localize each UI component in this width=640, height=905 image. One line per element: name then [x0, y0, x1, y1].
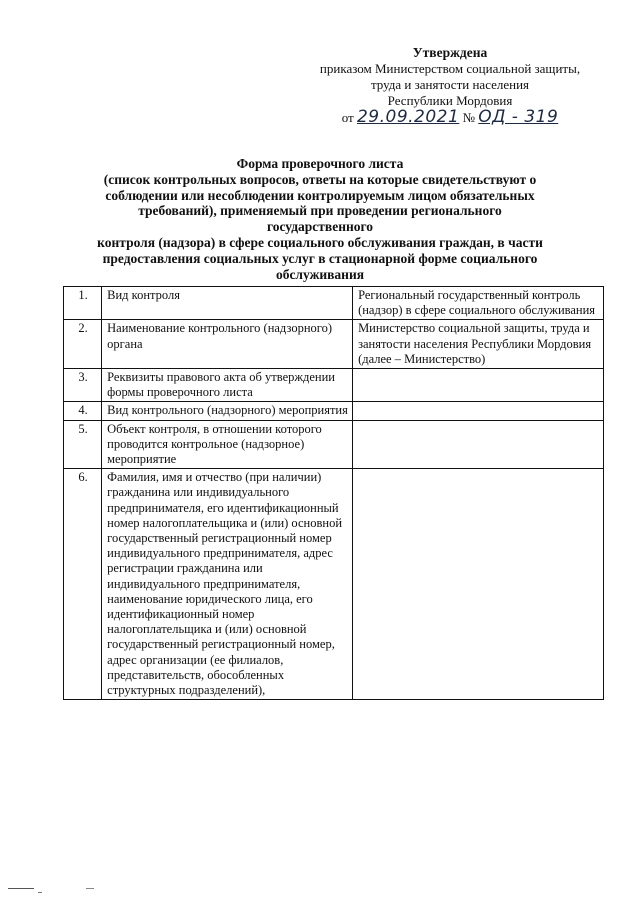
- approval-block: [300, 45, 600, 131]
- form-title-line-7: обслуживания: [275, 266, 365, 282]
- row-parameter: Фамилия, имя и отчество (при наличии) гражданина или индивидуального предпринимателя, его идентификационный номер налогоплательщика и (или) основной государственный регистрационный номер индивидуального предпринимателя, адрес регистрации гражданина или индивидуального предпринимателя, наименование юридического лица, его идентификационный номер налогоплательщика и (или) основной государственный регистрационный номер, адрес организации (ее филиалов, представительств, обособленных структурных подразделений),: [102, 469, 353, 700]
- row-value: [353, 469, 604, 700]
- row-number: 3.: [64, 369, 102, 402]
- form-title-line-3: соблюдении или несоблюдении контролируемым лицом обязательных: [105, 187, 535, 203]
- row-value: Министерство социальной защиты, труда и занятости населения Республики Мордовия (далее – Министерство): [353, 320, 604, 369]
- row-parameter: Вид контрольного (надзорного) мероприятия: [102, 402, 353, 420]
- date-value: 29.09.2021: [356, 107, 460, 127]
- row-value: Региональный государственный контроль (надзор) в сфере социального обслуживания: [353, 287, 604, 320]
- number-prefix: №: [462, 110, 475, 125]
- row-parameter: Реквизиты правового акта об утверждении формы проверочного листа: [102, 369, 353, 402]
- row-value: [353, 402, 604, 420]
- row-number: 5.: [64, 420, 102, 469]
- form-title-line-4: требований), применяемый при проведении регионального государственного: [138, 203, 502, 235]
- row-value: [353, 369, 604, 402]
- number-value: ОД - 319: [478, 107, 559, 127]
- form-title-line-5: контроля (надзора) в сфере социального обслуживания граждан, в части: [97, 234, 543, 250]
- checklist-table: [63, 286, 604, 700]
- row-number: 6.: [64, 469, 102, 700]
- form-title-line-6: предоставления социальных услуг в стационарной форме социального: [102, 250, 538, 266]
- table-row: [64, 287, 604, 320]
- form-title: [90, 156, 550, 282]
- approval-date-line: [300, 109, 600, 131]
- row-parameter: Объект контроля, в отношении которого проводится контрольное (надзорное) мероприятие: [102, 420, 353, 469]
- row-parameter: Вид контроля: [102, 287, 353, 320]
- row-parameter: Наименование контрольного (надзорного) органа: [102, 320, 353, 369]
- table-row: [64, 469, 604, 700]
- approval-line-2: труда и занятости населения: [370, 77, 530, 92]
- table-row: [64, 402, 604, 420]
- scan-artifact: [86, 888, 94, 889]
- table-row: [64, 369, 604, 402]
- row-value: [353, 420, 604, 469]
- form-title-line-1: Форма проверочного листа: [236, 156, 404, 171]
- scan-artifact: [8, 888, 34, 889]
- approval-line-1: приказом Министерством социальной защиты,: [319, 61, 581, 76]
- table-row: [64, 320, 604, 369]
- approval-heading: Утверждена: [412, 45, 488, 60]
- row-number: 1.: [64, 287, 102, 320]
- row-number: 2.: [64, 320, 102, 369]
- scan-artifact: [38, 892, 42, 893]
- approval-line-3: Республики Мордовия: [387, 93, 513, 108]
- date-prefix: от: [341, 110, 354, 125]
- row-number: 4.: [64, 402, 102, 420]
- table-row: [64, 420, 604, 469]
- form-title-line-2: (список контрольных вопросов, ответы на которые свидетельствуют о: [103, 171, 537, 187]
